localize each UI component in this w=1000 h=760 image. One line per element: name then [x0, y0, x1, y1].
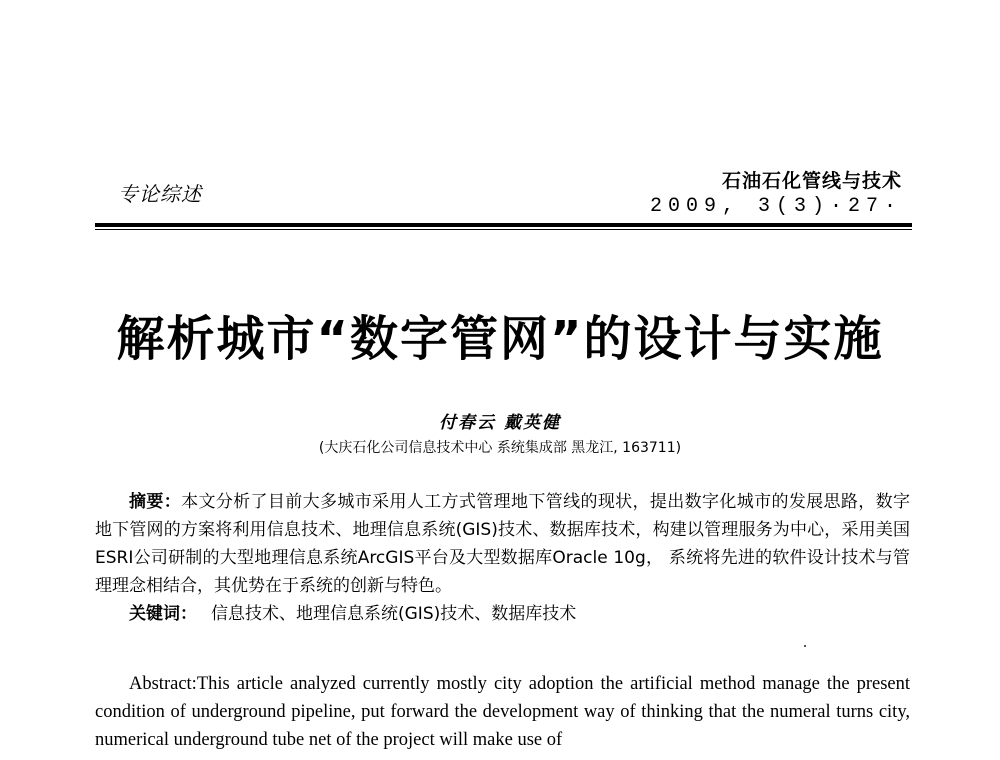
article-authors: 付春云 戴英健 — [439, 413, 561, 433]
keywords-label: 关键词： — [129, 604, 197, 624]
journal-header — [650, 166, 902, 218]
abstract-cn-label: 摘要： — [129, 492, 182, 512]
abstract-en-paragraph — [95, 670, 910, 754]
abstract-cn-paragraph — [95, 488, 910, 600]
header-rule-thin — [95, 229, 912, 230]
header-rule-thick — [95, 223, 912, 227]
abstract-chinese — [95, 488, 910, 628]
abstract-english — [95, 670, 910, 754]
article-title: 解析城市“数字管网”的设计与实施 — [116, 311, 884, 367]
abstract-en-label: Abstract: — [129, 674, 197, 694]
journal-issue: 2009, 3(3)·27· — [649, 195, 902, 218]
scan-speck — [804, 645, 806, 647]
keywords-text: 信息技术、地理信息系统(GIS)技术、数据库技术 — [211, 604, 577, 624]
article-affiliation: (大庆石化公司信息技术中心 系统集成部 黑龙江, 163711) — [318, 440, 682, 456]
abstract-en-text: This article analyzed currently mostly city adoption the artificial method manage the present condition of underground pipeline, put forward the development way of thinking that the numeral turns city, numerical underground tube net of the project will make use of — [95, 674, 910, 750]
section-label: 专论综述 — [118, 182, 202, 206]
abstract-cn-text: 本文分析了目前大多城市采用人工方式管理地下管线的现状，提出数字化城市的发展思路，数字地下管网的方案将利用信息技术、地理信息系统(GIS)技术、数据库技术，构建以管理服务为中心，采用美国ESRI公司研制的大型地理信息系统ArcGIS平台及大型数据库Oracle 10g， 系统将先进的软件设计技术与管理理念相结合，其优势在于系统的创新与特色。 — [95, 492, 911, 596]
journal-name: 石油石化管线与技术 — [721, 170, 902, 192]
keywords-line — [95, 600, 910, 628]
